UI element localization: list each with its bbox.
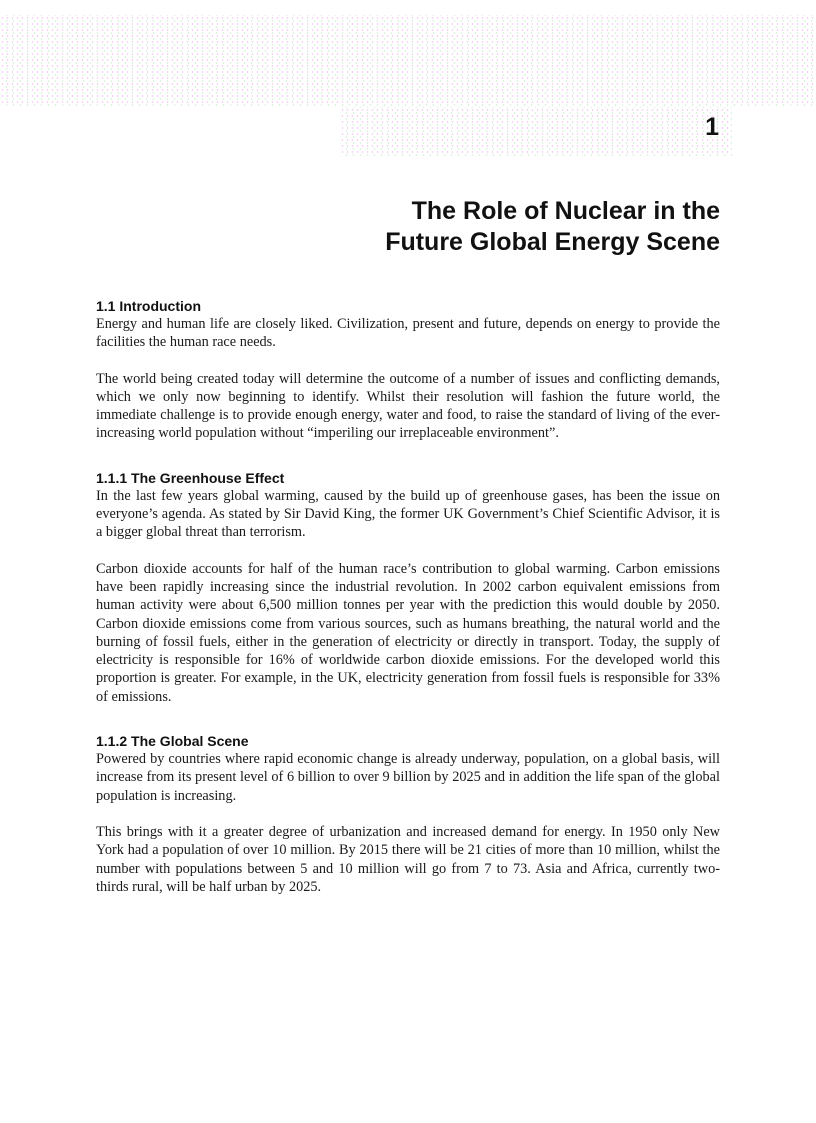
section-heading: 1.1 Introduction: [96, 298, 201, 314]
section-global-scene: [96, 733, 720, 896]
paragraph: Powered by countries where rapid economic change is already underway, population, on a global basis, will increase from its present level of 6 billion to over 9 billion by 2025 and in addition the life span of the global population is increasing.: [96, 751, 720, 804]
chapter-title-line-1: The Role of Nuclear in the: [411, 197, 720, 225]
page-body: [96, 298, 720, 896]
paragraph: Carbon dioxide accounts for half of the human race’s contribution to global warming. Carbon emissions have been rapidly increasing since the industrial revolution. In 2002 carbon equivalent emissions from human activity were about 6,500 million tonnes per year with the prediction this would double by 2050. Carbon dioxide emissions come from various sources, such as humans breathing, the natural world and the burning of fossil fuels, either in the generation of electricity or directly in transport. Today, the supply of electricity is responsible for 16% of worldwide carbon dioxide emissions. For the developed world this proportion is greater. For example, in the UK, electricity generation from fossil fuels is responsible for 33% of emissions.: [96, 560, 720, 705]
paragraph: In the last few years global warming, caused by the build up of greenhouse gases, has been the issue on everyone’s agenda. As stated by Sir David King, the former UK Government’s Chief Scientific Advisor, it is a bigger global threat than terrorism.: [96, 487, 720, 541]
paragraph: Energy and human life are closely liked. Civilization, present and future, depends on energy to provide the facilities the human race needs.: [96, 316, 720, 351]
section-introduction: [96, 298, 720, 443]
section-heading: 1.1.1 The Greenhouse Effect: [96, 469, 285, 486]
chapter-number-halftone-tab: [340, 107, 732, 157]
section-greenhouse-effect: [96, 470, 720, 706]
chapter-title-line-2: Future Global Energy Scene: [385, 228, 720, 256]
section-heading: 1.1.2 The Global Scene: [96, 733, 249, 750]
header-halftone-band: [0, 15, 816, 107]
paragraph: This brings with it a greater degree of urbanization and increased demand for energy. In 1950 only New York had a population of over 10 million. By 2015 there will be 21 cities of more than 10 million, whilst the number with populations between 5 and 10 million will go from 7 to 73. Asia and Africa, currently two-thirds rural, will be half urban by 2025.: [96, 823, 720, 895]
chapter-title: [220, 196, 720, 258]
paragraph: The world being created today will determine the outcome of a number of issues and conflicting demands, which we only now beginning to identify. Whilst their resolution will fashion the future world, the immediate challenge is to provide enough energy, water and food, to raise the standard of living of the ever-increasing world population without “imperiling our irreplaceable environment”.: [96, 370, 720, 442]
chapter-number: 1: [705, 113, 719, 141]
